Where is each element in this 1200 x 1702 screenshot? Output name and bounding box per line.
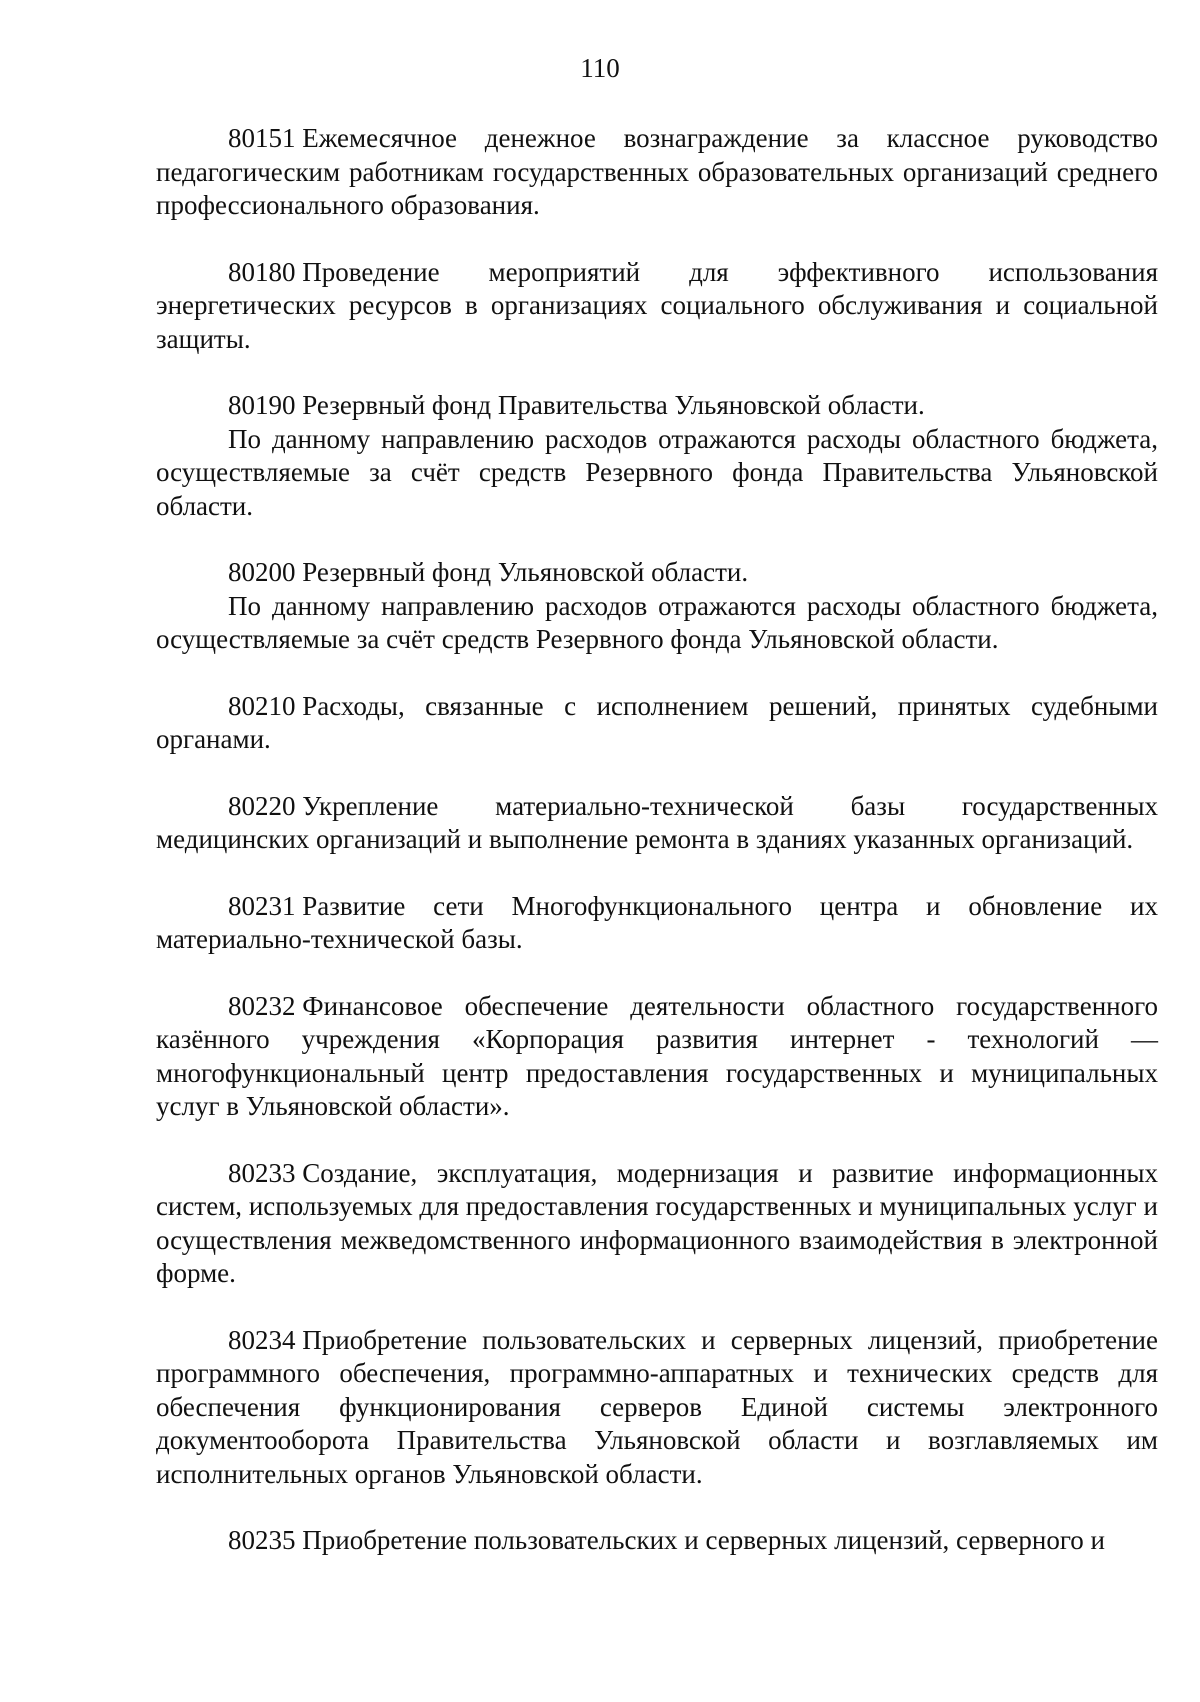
item-text: Приобретение пользовательских и серверных лицензий, серверного и [302, 1525, 1105, 1555]
item-code: 80232 [228, 990, 296, 1021]
budget-item-80235 [156, 1524, 1158, 1558]
item-note: По данному направлению расходов отражаются расходы областного бюджета, осуществляемые за счёт средств Резервного фонда Правительства Ульяновской области. [156, 423, 1158, 521]
item-text: Расходы, связанные с исполнением решений, принятых судебными органами. [156, 690, 1158, 754]
item-code: 80210 [228, 690, 296, 721]
item-code: 80220 [228, 790, 296, 821]
page-number: 110 [580, 53, 620, 83]
item-text: Приобретение пользовательских и серверных лицензий, приобретение программного обеспечения, программно-аппаратных и технических средств для обеспечения функционирования серверов Единой системы электронного документооборота Правительства Ульяновской области и возглавляемых им исполнительных органов Ульяновской области. [156, 1324, 1158, 1489]
item-code: 80235 [228, 1525, 296, 1555]
item-code: 80233 [228, 1157, 296, 1188]
item-heading [156, 389, 1158, 423]
budget-item-80232 [156, 990, 1158, 1124]
budget-item-80234 [156, 1324, 1158, 1492]
item-text: Резервный фонд Правительства Ульяновской области. [302, 390, 925, 420]
budget-item-80200 [156, 556, 1158, 657]
item-text: Создание, эксплуатация, модернизация и развитие информационных систем, используемых для предоставления государственных и муниципальных услуг и осуществления межведомственного информационного взаимодействия в электронной форме. [156, 1157, 1158, 1288]
item-code: 80180 [228, 256, 296, 287]
document-body [156, 122, 1158, 1558]
item-code: 80234 [228, 1324, 296, 1355]
item-note: По данному направлению расходов отражаются расходы областного бюджета, осуществляемые за счёт средств Резервного фонда Ульяновской области. [156, 590, 1158, 654]
budget-item-80233 [156, 1157, 1158, 1291]
item-text: Укрепление материально-технической базы государственных медицинских организаций и выполнение ремонта в зданиях указанных организаций. [156, 790, 1158, 854]
item-text: Проведение мероприятий для эффективного использования энергетических ресурсов в организациях социального обслуживания и социальной защиты. [156, 256, 1158, 354]
budget-item-80180 [156, 256, 1158, 357]
item-code: 80231 [228, 890, 296, 921]
budget-item-80231 [156, 890, 1158, 957]
budget-item-80151 [156, 122, 1158, 223]
item-code: 80190 [228, 390, 296, 420]
budget-item-80190 [156, 389, 1158, 523]
item-code: 80151 [228, 123, 296, 153]
item-text: Развитие сети Многофункционального центра и обновление их материально-технической базы. [156, 890, 1158, 954]
item-heading [156, 556, 1158, 590]
item-text: Финансовое обеспечение деятельности областного государственного казённого учреждения «Корпорация развития интернет - технологий — многофункциональный центр предоставления государственных и муниципальных услуг в Ульяновской области». [156, 990, 1158, 1121]
budget-item-80220 [156, 790, 1158, 857]
item-text: Резервный фонд Ульяновской области. [302, 557, 749, 587]
item-code: 80200 [228, 557, 296, 587]
budget-item-80210 [156, 690, 1158, 757]
item-text: Ежемесячное денежное вознаграждение за классное руководство педагогическим работникам государственных образовательных организаций среднего профессионального образования. [156, 123, 1158, 220]
